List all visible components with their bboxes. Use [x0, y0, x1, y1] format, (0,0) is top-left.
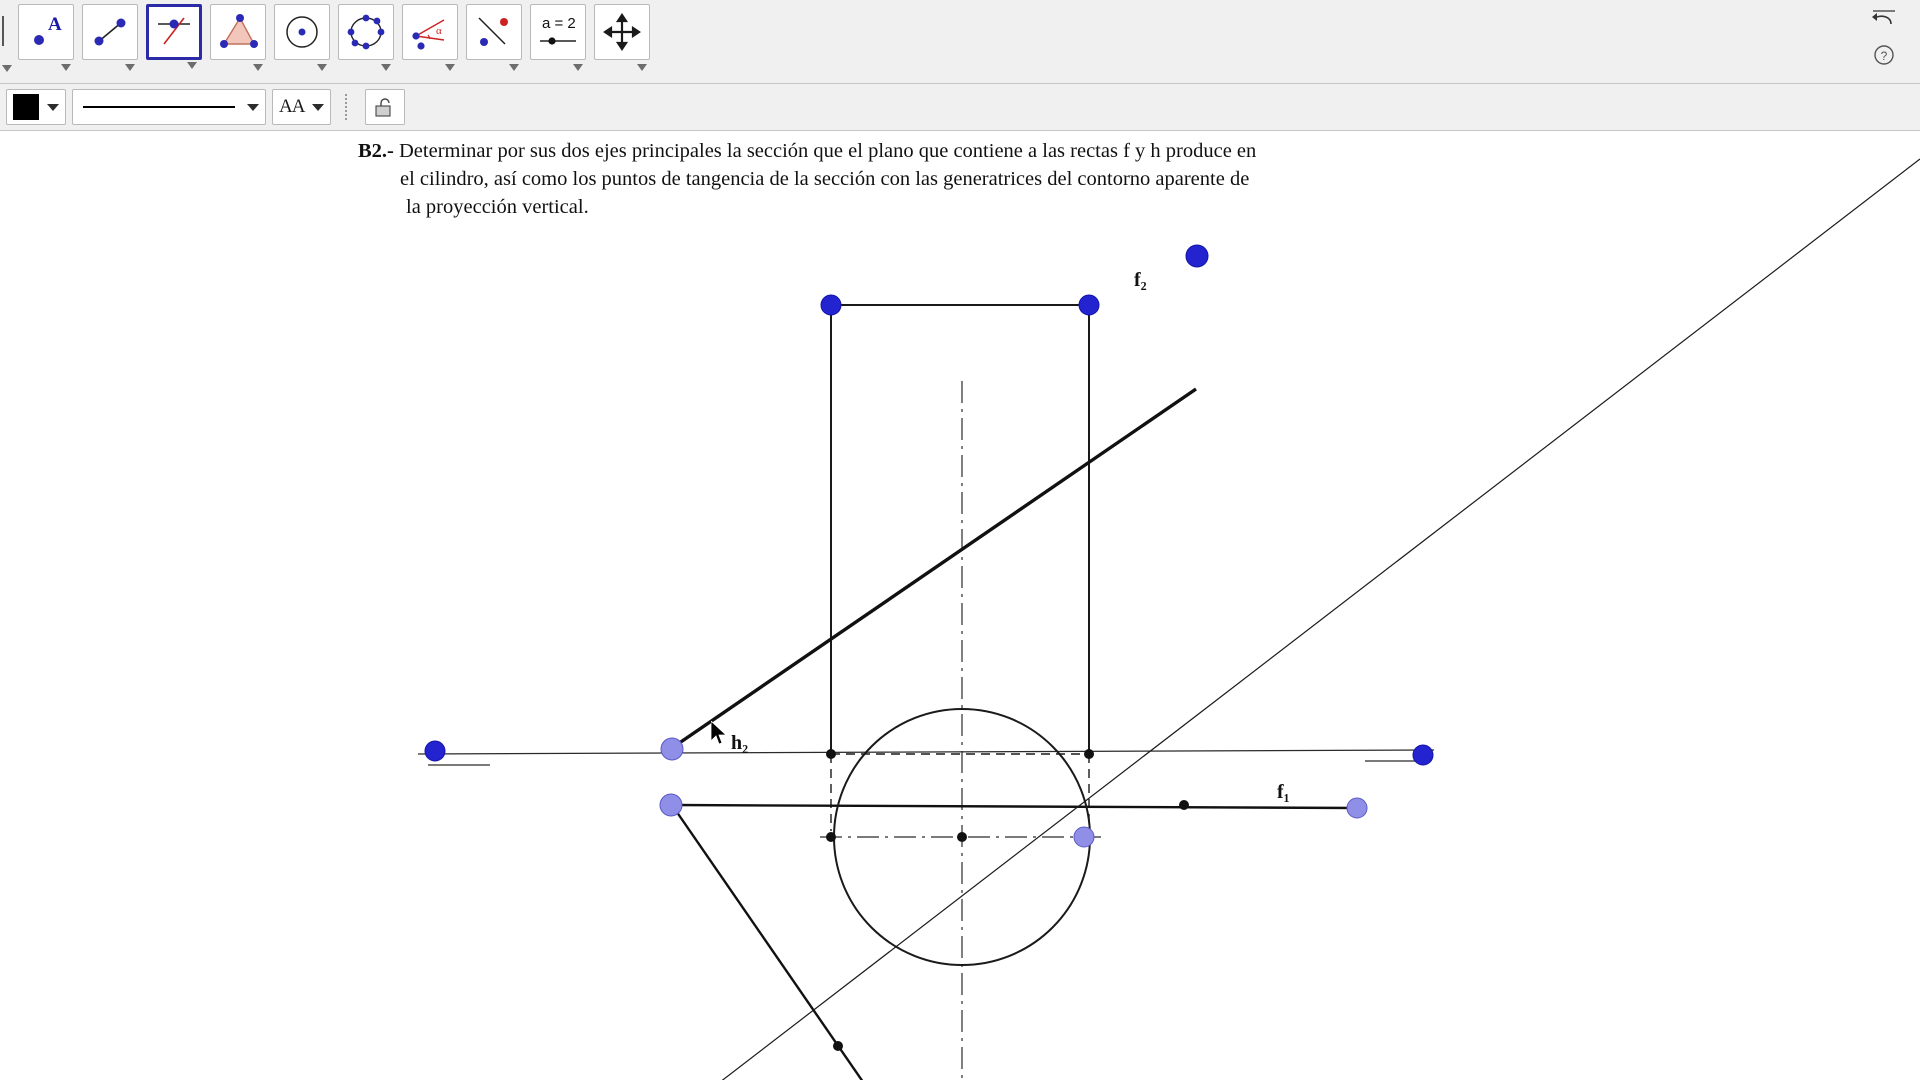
- toolbar-perpendicular-line-tool[interactable]: [146, 4, 202, 60]
- chevron-down-icon[interactable]: [445, 64, 455, 71]
- toolbar-slider-tool[interactable]: [530, 4, 586, 60]
- label-f1: f₁: [1277, 781, 1290, 803]
- style-bar: [0, 84, 1920, 131]
- problem-text-3: la proyección vertical.: [406, 196, 589, 218]
- point-h2-trace[interactable]: [661, 738, 683, 760]
- chevron-down-icon[interactable]: [247, 104, 259, 111]
- chevron-down-icon[interactable]: [573, 64, 583, 71]
- toolbar-point-tool[interactable]: [18, 4, 74, 60]
- svg-text:A: A: [48, 14, 62, 35]
- point-f1-endpoint[interactable]: [1347, 798, 1367, 818]
- toolbar-polygon-tool[interactable]: [210, 4, 266, 60]
- toolbar-reflect-tool[interactable]: [466, 4, 522, 60]
- point-cylinder-top-right[interactable]: [1079, 295, 1099, 315]
- chevron-down-icon[interactable]: [2, 65, 12, 72]
- point-intersection-left-base[interactable]: [826, 749, 836, 759]
- chevron-down-icon[interactable]: [253, 64, 263, 71]
- point-f1-h1-vertex[interactable]: [660, 794, 682, 816]
- line-f2[interactable]: [672, 389, 1196, 748]
- chevron-down-icon[interactable]: [312, 104, 324, 111]
- point-f2-endpoint[interactable]: [1186, 245, 1208, 267]
- svg-text:α: α: [436, 25, 442, 37]
- toolbar-angle-tool[interactable]: [402, 4, 458, 60]
- point-h1-circle-intersection[interactable]: [833, 1041, 843, 1051]
- point-circle-right[interactable]: [1074, 827, 1094, 847]
- toolbar-circle-tool[interactable]: [274, 4, 330, 60]
- point-circle-left[interactable]: [826, 832, 836, 842]
- label-h2: h₂: [731, 732, 749, 754]
- point-circle-center[interactable]: [957, 832, 967, 842]
- svg-text:?: ?: [1880, 49, 1888, 63]
- graphics-view[interactable]: [0, 131, 1920, 1080]
- help-icon[interactable]: [1864, 38, 1904, 72]
- unlocked-padlock-icon: [372, 95, 398, 119]
- point-intersection-right-base[interactable]: [1084, 749, 1094, 759]
- line-h1[interactable]: [672, 805, 921, 1080]
- tool-strip: [0, 4, 658, 80]
- label-f2: f₂: [1134, 269, 1147, 291]
- chevron-down-icon[interactable]: [381, 64, 391, 71]
- chevron-down-icon[interactable]: [509, 64, 519, 71]
- toolbar-right-icons: [1864, 4, 1910, 72]
- toolbar-conic-tool[interactable]: [338, 4, 394, 60]
- chevron-down-icon[interactable]: [317, 64, 327, 71]
- toolbar-line-tool[interactable]: [82, 4, 138, 60]
- lock-object-button[interactable]: [365, 89, 405, 125]
- line-style-preview: [79, 94, 239, 120]
- undo-icon[interactable]: [1864, 4, 1904, 38]
- chevron-down-icon[interactable]: [187, 62, 197, 69]
- geometry-construction[interactable]: [0, 131, 1920, 1080]
- line-style-picker-button[interactable]: [72, 89, 266, 125]
- auxiliary-oblique-line[interactable]: [555, 159, 1920, 1080]
- point-ground-line-left-handle[interactable]: [425, 741, 445, 761]
- text-size-button[interactable]: [272, 89, 331, 125]
- svg-text:a = 2: a = 2: [542, 15, 576, 32]
- color-picker-button[interactable]: [6, 89, 66, 125]
- chevron-down-icon[interactable]: [47, 104, 59, 111]
- chevron-down-icon[interactable]: [61, 64, 71, 71]
- main-toolbar: [0, 0, 1920, 84]
- text-size-label: AA: [279, 96, 305, 117]
- stylebar-divider: [345, 94, 349, 120]
- chevron-down-icon[interactable]: [125, 64, 135, 71]
- point-ground-line-right-handle[interactable]: [1413, 745, 1433, 765]
- chevron-down-icon[interactable]: [637, 64, 647, 71]
- problem-label: B2.-: [358, 140, 394, 162]
- toolbar-move-graphics-view-tool[interactable]: [594, 4, 650, 60]
- color-swatch: [13, 94, 39, 120]
- toolbar-move-tool-partial[interactable]: [0, 4, 12, 60]
- point-cylinder-top-left[interactable]: [821, 295, 841, 315]
- problem-text-1: Determinar por sus dos ejes principales la sección que el plano que contiene a las rectas f y h produce en: [399, 140, 1257, 162]
- point-f1-intersection[interactable]: [1179, 800, 1189, 810]
- problem-text-2: el cilindro, así como los puntos de tangencia de la sección con las generatrices del contorno aparente de: [400, 168, 1250, 190]
- line-f1[interactable]: [672, 805, 1358, 808]
